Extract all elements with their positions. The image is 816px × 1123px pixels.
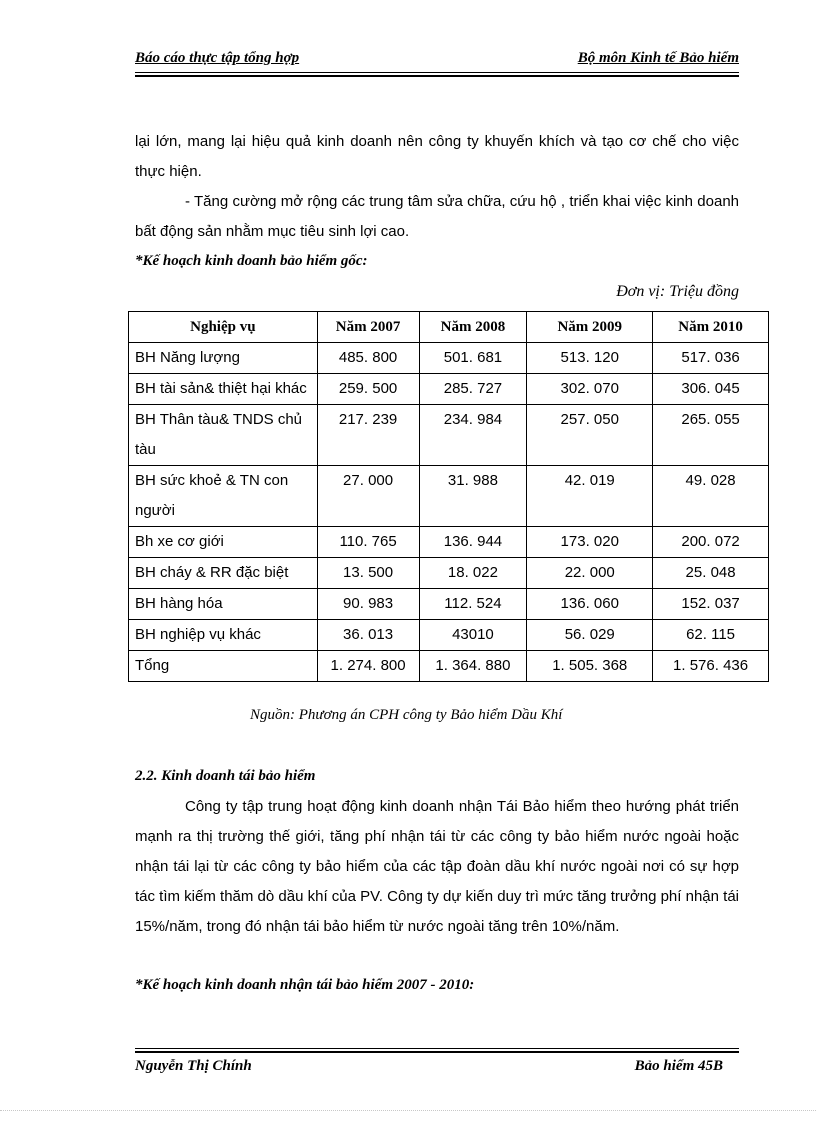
table-cell: 13. 500 xyxy=(317,558,419,589)
table-cell: 112. 524 xyxy=(419,589,527,620)
header-rule-thick xyxy=(135,75,739,77)
intro-paragraph-1: lại lớn, mang lại hiệu quả kinh doanh nên công ty khuyến khích và tạo cơ chế cho việc thực hiện. xyxy=(135,133,739,180)
table-cell: 136. 944 xyxy=(419,527,527,558)
table-cell: 36. 013 xyxy=(317,620,419,651)
row-label: BH Thân tàu& TNDS chủ tàu xyxy=(129,405,318,466)
row-label: Tổng xyxy=(129,651,318,682)
table-cell: 49. 028 xyxy=(653,466,769,527)
table-cell: 1. 274. 800 xyxy=(317,651,419,682)
table-cell: 259. 500 xyxy=(317,374,419,405)
section-paragraph: Công ty tập trung hoạt động kinh doanh nhận Tái Bảo hiểm theo hướng phát triển mạnh ra thị trường thế giới, tăng phí nhận tái từ các công ty bảo hiểm nước ngoài hoặc nhận tái lại từ các công ty bảo hiểm của các tập đoàn dầu khí nước ngoài nơi có sự hợp tác tìm kiếm thăm dò dầu khí của PV. Công ty dự kiến duy trì mức tăng trưởng phí nhận tái 15%/năm, trong đó nhận tái bảo hiểm từ nước ngoài tăng trên 10%/năm. xyxy=(135,798,739,935)
column-header: Năm 2007 xyxy=(317,312,419,343)
plan-heading-2: *Kế hoạch kinh doanh nhận tái bảo hiểm 2007 - 2010: xyxy=(135,977,475,993)
footer-author: Nguyễn Thị Chính xyxy=(135,1058,252,1074)
table-source: Nguồn: Phương án CPH công ty Bảo hiểm Dầu Khí xyxy=(250,707,563,723)
table-row xyxy=(129,405,769,466)
table-header-row xyxy=(129,312,769,343)
table-cell: 62. 115 xyxy=(653,620,769,651)
footer-rule-thin xyxy=(135,1048,739,1049)
insurance-plan-table xyxy=(128,311,769,682)
column-header: Năm 2010 xyxy=(653,312,769,343)
column-header: Nghiệp vụ xyxy=(129,312,318,343)
page-footer xyxy=(135,1058,739,1082)
table-cell: 152. 037 xyxy=(653,589,769,620)
intro-paragraph-2: - Tăng cường mở rộng các trung tâm sửa chữa, cứu hộ , triển khai việc kinh doanh bất động sản nhằm mục tiêu sinh lợi cao. xyxy=(135,193,739,240)
row-label: BH sức khoẻ & TN con người xyxy=(129,466,318,527)
table-cell: 265. 055 xyxy=(653,405,769,466)
column-header: Năm 2009 xyxy=(527,312,653,343)
table-cell: 1. 505. 368 xyxy=(527,651,653,682)
table-cell: 31. 988 xyxy=(419,466,527,527)
table-cell: 513. 120 xyxy=(527,343,653,374)
table-cell: 136. 060 xyxy=(527,589,653,620)
page-edge-divider xyxy=(0,1110,816,1111)
page-header xyxy=(135,46,739,72)
table-cell: 18. 022 xyxy=(419,558,527,589)
table-row xyxy=(129,466,769,527)
plan-heading: *Kế hoạch kinh doanh bảo hiểm gốc: xyxy=(135,253,368,269)
table-cell: 485. 800 xyxy=(317,343,419,374)
footer-class: Bảo hiểm 45B xyxy=(634,1058,723,1074)
table-cell: 302. 070 xyxy=(527,374,653,405)
table-row xyxy=(129,374,769,405)
table-row-total xyxy=(129,651,769,682)
row-label: BH tài sản& thiệt hại khác xyxy=(129,374,318,405)
row-label: BH nghiệp vụ khác xyxy=(129,620,318,651)
table-row xyxy=(129,527,769,558)
row-label: BH cháy & RR đặc biệt xyxy=(129,558,318,589)
footer-rule-thick xyxy=(135,1051,739,1053)
table-row xyxy=(129,558,769,589)
row-label: BH Năng lượng xyxy=(129,343,318,374)
table-row xyxy=(129,620,769,651)
section-title: 2.2. Kinh doanh tái bảo hiểm xyxy=(135,768,316,784)
header-department: Bộ môn Kinh tế Bảo hiểm xyxy=(577,50,739,66)
table-row xyxy=(129,589,769,620)
table-cell: 501. 681 xyxy=(419,343,527,374)
table-cell: 42. 019 xyxy=(527,466,653,527)
table-cell: 1. 364. 880 xyxy=(419,651,527,682)
table-cell: 27. 000 xyxy=(317,466,419,527)
table-cell: 234. 984 xyxy=(419,405,527,466)
table-cell: 25. 048 xyxy=(653,558,769,589)
table-cell: 43010 xyxy=(419,620,527,651)
row-label: Bh xe cơ giới xyxy=(129,527,318,558)
header-report-title: Báo cáo thực tập tổng hợp xyxy=(135,50,300,66)
table-cell: 257. 050 xyxy=(527,405,653,466)
table-row xyxy=(129,343,769,374)
table-cell: 110. 765 xyxy=(317,527,419,558)
table-cell: 285. 727 xyxy=(419,374,527,405)
table-cell: 56. 029 xyxy=(527,620,653,651)
table-cell: 90. 983 xyxy=(317,589,419,620)
column-header: Năm 2008 xyxy=(419,312,527,343)
header-rule-thin xyxy=(135,72,739,73)
table-cell: 200. 072 xyxy=(653,527,769,558)
table-cell: 217. 239 xyxy=(317,405,419,466)
row-label: BH hàng hóa xyxy=(129,589,318,620)
table-cell: 1. 576. 436 xyxy=(653,651,769,682)
table-cell: 306. 045 xyxy=(653,374,769,405)
table-cell: 22. 000 xyxy=(527,558,653,589)
unit-label: Đơn vị: Triệu đồng xyxy=(616,283,739,300)
table-cell: 517. 036 xyxy=(653,343,769,374)
table-cell: 173. 020 xyxy=(527,527,653,558)
